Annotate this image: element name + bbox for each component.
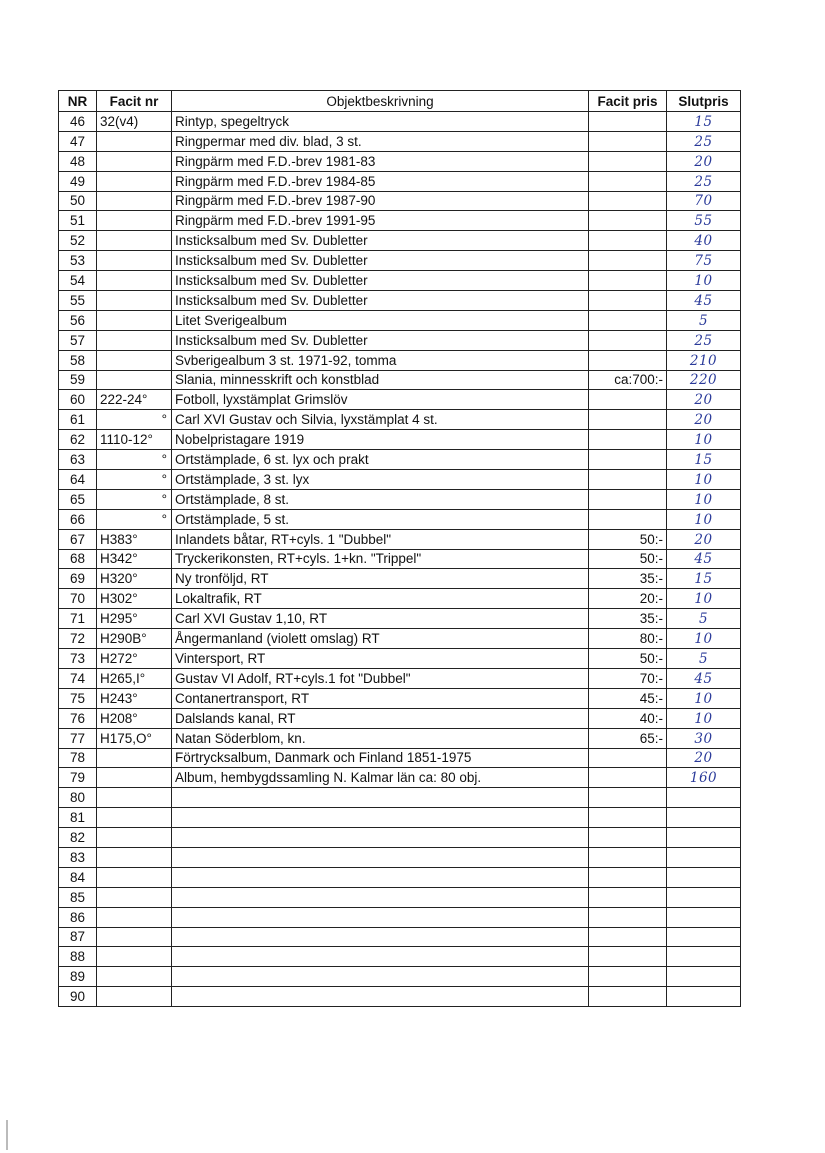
- final-price-cell: 10: [667, 430, 741, 450]
- lot-number-cell: 82: [59, 828, 97, 848]
- final-price-cell: [667, 867, 741, 887]
- description-cell: Contanertransport, RT: [172, 688, 589, 708]
- facit-number-cell: °: [97, 470, 172, 490]
- facit-price-cell: 35:-: [589, 569, 667, 589]
- final-price-cell: 75: [667, 251, 741, 271]
- lot-number-cell: 59: [59, 370, 97, 390]
- description-cell: Gustav VI Adolf, RT+cyls.1 fot "Dubbel": [172, 668, 589, 688]
- table-row: [59, 788, 741, 808]
- facit-number-cell: [97, 370, 172, 390]
- header-facit-price: Facit pris: [589, 91, 667, 112]
- final-price-cell: 30: [667, 728, 741, 748]
- table-row: [59, 907, 741, 927]
- final-price-cell: 210: [667, 350, 741, 370]
- lot-number-cell: 48: [59, 151, 97, 171]
- lot-number-cell: 51: [59, 211, 97, 231]
- final-price-cell: 25: [667, 171, 741, 191]
- facit-number-cell: [97, 907, 172, 927]
- lot-number-cell: 58: [59, 350, 97, 370]
- header-description: Objektbeskrivning: [172, 91, 589, 112]
- scan-artifact: [6, 1120, 8, 1150]
- facit-price-cell: [589, 788, 667, 808]
- table-row: [59, 927, 741, 947]
- lot-number-cell: 81: [59, 808, 97, 828]
- facit-number-cell: 1110-12°: [97, 430, 172, 450]
- table-row: [59, 847, 741, 867]
- final-price-cell: 45: [667, 291, 741, 311]
- lot-number-cell: 68: [59, 549, 97, 569]
- description-cell: Ringpärm med F.D.-brev 1981-83: [172, 151, 589, 171]
- final-price-cell: 160: [667, 768, 741, 788]
- facit-number-cell: [97, 808, 172, 828]
- table-row: [59, 171, 741, 191]
- final-price-cell: 20: [667, 151, 741, 171]
- facit-price-cell: [589, 987, 667, 1007]
- lot-number-cell: 74: [59, 668, 97, 688]
- description-cell: [172, 967, 589, 987]
- facit-price-cell: 40:-: [589, 708, 667, 728]
- table-row: [59, 350, 741, 370]
- lot-number-cell: 89: [59, 967, 97, 987]
- description-cell: [172, 808, 589, 828]
- final-price-cell: 10: [667, 589, 741, 609]
- facit-price-cell: [589, 489, 667, 509]
- facit-number-cell: H295°: [97, 609, 172, 629]
- lot-number-cell: 87: [59, 927, 97, 947]
- description-cell: Fotboll, lyxstämplat Grimslöv: [172, 390, 589, 410]
- lot-number-cell: 90: [59, 987, 97, 1007]
- facit-price-cell: [589, 768, 667, 788]
- final-price-cell: [667, 808, 741, 828]
- description-cell: Carl XVI Gustav 1,10, RT: [172, 609, 589, 629]
- lot-number-cell: 61: [59, 410, 97, 430]
- facit-price-cell: [589, 171, 667, 191]
- description-cell: Ringpermar med div. blad, 3 st.: [172, 131, 589, 151]
- lot-number-cell: 85: [59, 887, 97, 907]
- table-row: [59, 410, 741, 430]
- facit-number-cell: [97, 987, 172, 1007]
- facit-price-cell: [589, 112, 667, 132]
- table-row: [59, 947, 741, 967]
- lot-number-cell: 56: [59, 310, 97, 330]
- description-cell: Insticksalbum med Sv. Dubletter: [172, 271, 589, 291]
- facit-number-cell: °: [97, 410, 172, 430]
- lot-number-cell: 57: [59, 330, 97, 350]
- facit-number-cell: [97, 271, 172, 291]
- lot-number-cell: 64: [59, 470, 97, 490]
- table-row: [59, 549, 741, 569]
- facit-price-cell: [589, 847, 667, 867]
- description-cell: Litet Sverigealbum: [172, 310, 589, 330]
- description-cell: Ringpärm med F.D.-brev 1991-95: [172, 211, 589, 231]
- description-cell: Ortstämplade, 6 st. lyx och prakt: [172, 450, 589, 470]
- description-cell: Ringpärm med F.D.-brev 1984-85: [172, 171, 589, 191]
- facit-price-cell: [589, 330, 667, 350]
- facit-number-cell: [97, 768, 172, 788]
- facit-number-cell: [97, 828, 172, 848]
- table-row: [59, 231, 741, 251]
- facit-number-cell: [97, 330, 172, 350]
- description-cell: Förtrycksalbum, Danmark och Finland 1851-1975: [172, 748, 589, 768]
- facit-price-cell: [589, 251, 667, 271]
- description-cell: Tryckerikonsten, RT+cyls. 1+kn. "Trippel": [172, 549, 589, 569]
- final-price-cell: 10: [667, 629, 741, 649]
- table-row: [59, 489, 741, 509]
- facit-price-cell: [589, 748, 667, 768]
- table-row: [59, 668, 741, 688]
- final-price-cell: 10: [667, 509, 741, 529]
- facit-price-cell: [589, 410, 667, 430]
- facit-price-cell: [589, 907, 667, 927]
- lot-number-cell: 65: [59, 489, 97, 509]
- final-price-cell: 5: [667, 310, 741, 330]
- facit-number-cell: [97, 231, 172, 251]
- facit-number-cell: [97, 748, 172, 768]
- description-cell: [172, 987, 589, 1007]
- final-price-cell: 20: [667, 390, 741, 410]
- lot-number-cell: 47: [59, 131, 97, 151]
- lot-number-cell: 80: [59, 788, 97, 808]
- facit-price-cell: 80:-: [589, 629, 667, 649]
- facit-price-cell: 45:-: [589, 688, 667, 708]
- table-row: [59, 251, 741, 271]
- table-row: [59, 867, 741, 887]
- description-cell: [172, 947, 589, 967]
- facit-price-cell: [589, 151, 667, 171]
- final-price-cell: 10: [667, 708, 741, 728]
- table-row: [59, 390, 741, 410]
- facit-number-cell: H320°: [97, 569, 172, 589]
- description-cell: Slania, minnesskrift och konstblad: [172, 370, 589, 390]
- facit-number-cell: H342°: [97, 549, 172, 569]
- table-row: [59, 708, 741, 728]
- table-row: [59, 291, 741, 311]
- facit-number-cell: [97, 310, 172, 330]
- description-cell: Ny tronföljd, RT: [172, 569, 589, 589]
- final-price-cell: [667, 947, 741, 967]
- table-row: [59, 191, 741, 211]
- final-price-cell: 15: [667, 450, 741, 470]
- lot-number-cell: 73: [59, 649, 97, 669]
- facit-number-cell: H302°: [97, 589, 172, 609]
- table-row: [59, 370, 741, 390]
- facit-price-cell: [589, 131, 667, 151]
- table-row: [59, 629, 741, 649]
- final-price-cell: [667, 828, 741, 848]
- facit-number-cell: [97, 211, 172, 231]
- table-row: [59, 609, 741, 629]
- facit-price-cell: [589, 509, 667, 529]
- facit-number-cell: [97, 191, 172, 211]
- final-price-cell: 10: [667, 470, 741, 490]
- facit-price-cell: [589, 450, 667, 470]
- facit-number-cell: [97, 171, 172, 191]
- description-cell: Insticksalbum med Sv. Dubletter: [172, 291, 589, 311]
- facit-number-cell: 222-24°: [97, 390, 172, 410]
- facit-number-cell: [97, 967, 172, 987]
- facit-number-cell: [97, 131, 172, 151]
- facit-price-cell: [589, 470, 667, 490]
- lot-number-cell: 52: [59, 231, 97, 251]
- facit-number-cell: °: [97, 450, 172, 470]
- description-cell: Vintersport, RT: [172, 649, 589, 669]
- lot-number-cell: 54: [59, 271, 97, 291]
- lot-number-cell: 53: [59, 251, 97, 271]
- final-price-cell: [667, 967, 741, 987]
- final-price-cell: 20: [667, 529, 741, 549]
- facit-number-cell: H290B°: [97, 629, 172, 649]
- lot-number-cell: 46: [59, 112, 97, 132]
- final-price-cell: 5: [667, 609, 741, 629]
- table-row: [59, 271, 741, 291]
- facit-price-cell: 35:-: [589, 609, 667, 629]
- final-price-cell: [667, 887, 741, 907]
- facit-number-cell: [97, 867, 172, 887]
- description-cell: Ortstämplade, 3 st. lyx: [172, 470, 589, 490]
- lot-number-cell: 62: [59, 430, 97, 450]
- description-cell: Dalslands kanal, RT: [172, 708, 589, 728]
- auction-sheet: [58, 90, 740, 1007]
- facit-price-cell: 50:-: [589, 529, 667, 549]
- facit-price-cell: [589, 310, 667, 330]
- description-cell: [172, 887, 589, 907]
- lot-number-cell: 78: [59, 748, 97, 768]
- lot-number-cell: 72: [59, 629, 97, 649]
- table-row: [59, 151, 741, 171]
- lot-number-cell: 71: [59, 609, 97, 629]
- table-row: [59, 131, 741, 151]
- final-price-cell: 10: [667, 489, 741, 509]
- table-row: [59, 728, 741, 748]
- table-row: [59, 211, 741, 231]
- description-cell: [172, 907, 589, 927]
- final-price-cell: [667, 847, 741, 867]
- lot-number-cell: 69: [59, 569, 97, 589]
- description-cell: Lokaltrafik, RT: [172, 589, 589, 609]
- description-cell: Carl XVI Gustav och Silvia, lyxstämplat 4 st.: [172, 410, 589, 430]
- final-price-cell: [667, 927, 741, 947]
- final-price-cell: 45: [667, 549, 741, 569]
- description-cell: Ortstämplade, 5 st.: [172, 509, 589, 529]
- final-price-cell: [667, 907, 741, 927]
- facit-number-cell: [97, 151, 172, 171]
- lot-number-cell: 67: [59, 529, 97, 549]
- facit-number-cell: H265,I°: [97, 668, 172, 688]
- table-row: [59, 589, 741, 609]
- final-price-cell: 10: [667, 271, 741, 291]
- description-cell: Insticksalbum med Sv. Dubletter: [172, 231, 589, 251]
- description-cell: Inlandets båtar, RT+cyls. 1 "Dubbel": [172, 529, 589, 549]
- table-row: [59, 450, 741, 470]
- table-row: [59, 569, 741, 589]
- facit-number-cell: H243°: [97, 688, 172, 708]
- final-price-cell: 70: [667, 191, 741, 211]
- facit-price-cell: 20:-: [589, 589, 667, 609]
- facit-price-cell: [589, 828, 667, 848]
- facit-price-cell: [589, 271, 667, 291]
- facit-number-cell: H175,O°: [97, 728, 172, 748]
- lot-number-cell: 60: [59, 390, 97, 410]
- facit-number-cell: [97, 251, 172, 271]
- facit-number-cell: [97, 887, 172, 907]
- description-cell: [172, 927, 589, 947]
- facit-price-cell: [589, 947, 667, 967]
- lot-number-cell: 70: [59, 589, 97, 609]
- facit-price-cell: 50:-: [589, 649, 667, 669]
- lot-number-cell: 55: [59, 291, 97, 311]
- facit-price-cell: [589, 808, 667, 828]
- lot-number-cell: 63: [59, 450, 97, 470]
- description-cell: Ångermanland (violett omslag) RT: [172, 629, 589, 649]
- description-cell: [172, 788, 589, 808]
- facit-price-cell: [589, 350, 667, 370]
- table-row: [59, 649, 741, 669]
- lot-number-cell: 83: [59, 847, 97, 867]
- facit-number-cell: [97, 350, 172, 370]
- facit-price-cell: [589, 211, 667, 231]
- description-cell: [172, 828, 589, 848]
- final-price-cell: 10: [667, 688, 741, 708]
- final-price-cell: 15: [667, 569, 741, 589]
- table-row: [59, 509, 741, 529]
- facit-price-cell: 50:-: [589, 549, 667, 569]
- table-row: [59, 310, 741, 330]
- facit-number-cell: H383°: [97, 529, 172, 549]
- lot-number-cell: 50: [59, 191, 97, 211]
- lot-number-cell: 88: [59, 947, 97, 967]
- description-cell: Ringpärm med F.D.-brev 1987-90: [172, 191, 589, 211]
- final-price-cell: [667, 987, 741, 1007]
- final-price-cell: 5: [667, 649, 741, 669]
- lot-number-cell: 77: [59, 728, 97, 748]
- facit-number-cell: °: [97, 489, 172, 509]
- facit-price-cell: 65:-: [589, 728, 667, 748]
- table-row: [59, 967, 741, 987]
- table-row: [59, 430, 741, 450]
- facit-price-cell: [589, 430, 667, 450]
- table-row: [59, 828, 741, 848]
- description-cell: Svberigealbum 3 st. 1971-92, tomma: [172, 350, 589, 370]
- facit-price-cell: 70:-: [589, 668, 667, 688]
- facit-price-cell: [589, 390, 667, 410]
- description-cell: Rintyp, spegeltryck: [172, 112, 589, 132]
- lot-number-cell: 86: [59, 907, 97, 927]
- facit-number-cell: 32(v4): [97, 112, 172, 132]
- final-price-cell: 220: [667, 370, 741, 390]
- table-row: [59, 112, 741, 132]
- facit-price-cell: [589, 867, 667, 887]
- facit-price-cell: [589, 231, 667, 251]
- description-cell: [172, 867, 589, 887]
- final-price-cell: 20: [667, 748, 741, 768]
- header-row: [59, 91, 741, 112]
- facit-price-cell: [589, 927, 667, 947]
- table-row: [59, 688, 741, 708]
- facit-price-cell: [589, 191, 667, 211]
- final-price-cell: 15: [667, 112, 741, 132]
- description-cell: Album, hembygdssamling N. Kalmar län ca: 80 obj.: [172, 768, 589, 788]
- table-body: [59, 112, 741, 1007]
- final-price-cell: 55: [667, 211, 741, 231]
- lot-number-cell: 84: [59, 867, 97, 887]
- facit-number-cell: [97, 788, 172, 808]
- final-price-cell: 25: [667, 131, 741, 151]
- table-row: [59, 330, 741, 350]
- lot-number-cell: 49: [59, 171, 97, 191]
- facit-number-cell: H208°: [97, 708, 172, 728]
- facit-price-cell: [589, 291, 667, 311]
- header-nr: NR: [59, 91, 97, 112]
- description-cell: Insticksalbum med Sv. Dubletter: [172, 330, 589, 350]
- table-row: [59, 987, 741, 1007]
- table-row: [59, 887, 741, 907]
- facit-number-cell: [97, 947, 172, 967]
- description-cell: [172, 847, 589, 867]
- header-final-price: Slutpris: [667, 91, 741, 112]
- facit-number-cell: [97, 847, 172, 867]
- lot-number-cell: 66: [59, 509, 97, 529]
- table-row: [59, 529, 741, 549]
- lot-number-cell: 75: [59, 688, 97, 708]
- lot-number-cell: 79: [59, 768, 97, 788]
- facit-number-cell: [97, 927, 172, 947]
- facit-number-cell: H272°: [97, 649, 172, 669]
- table-row: [59, 808, 741, 828]
- auction-table: [58, 90, 741, 1007]
- description-cell: Nobelpristagare 1919: [172, 430, 589, 450]
- facit-price-cell: [589, 967, 667, 987]
- final-price-cell: 20: [667, 410, 741, 430]
- lot-number-cell: 76: [59, 708, 97, 728]
- table-row: [59, 470, 741, 490]
- final-price-cell: 45: [667, 668, 741, 688]
- description-cell: Natan Söderblom, kn.: [172, 728, 589, 748]
- final-price-cell: 25: [667, 330, 741, 350]
- final-price-cell: [667, 788, 741, 808]
- description-cell: Insticksalbum med Sv. Dubletter: [172, 251, 589, 271]
- table-row: [59, 748, 741, 768]
- facit-number-cell: °: [97, 509, 172, 529]
- header-facit-nr: Facit nr: [97, 91, 172, 112]
- facit-number-cell: [97, 291, 172, 311]
- table-row: [59, 768, 741, 788]
- description-cell: Ortstämplade, 8 st.: [172, 489, 589, 509]
- facit-price-cell: [589, 887, 667, 907]
- facit-price-cell: ca:700:-: [589, 370, 667, 390]
- final-price-cell: 40: [667, 231, 741, 251]
